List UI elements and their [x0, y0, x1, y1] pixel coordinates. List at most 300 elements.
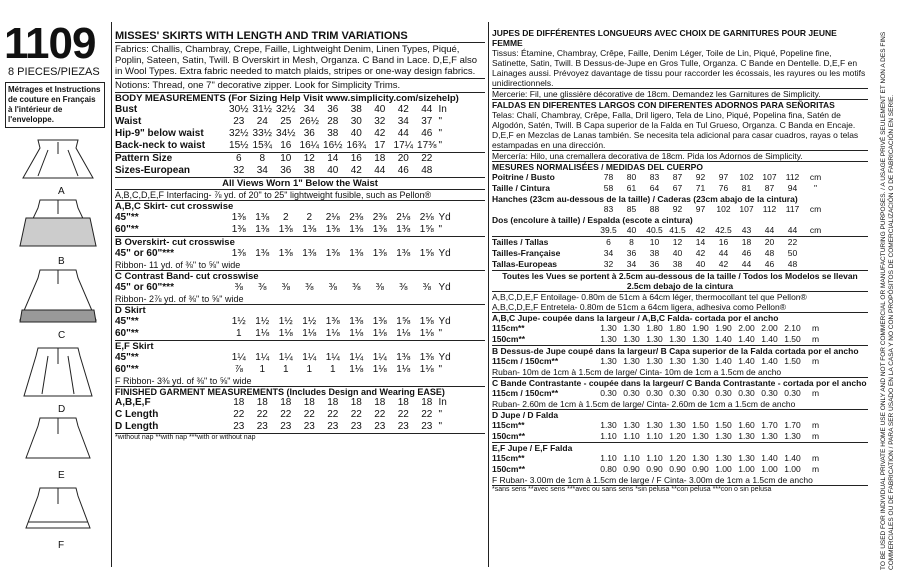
body-row-cell: 42 — [397, 104, 409, 115]
yardage-row-cell: 1⅜ — [255, 248, 270, 259]
metric-yardage-row-unit: m — [811, 388, 820, 398]
finished-row-cell: 18 — [374, 397, 386, 408]
metric-row-cell: 80 — [626, 172, 637, 182]
metric-yardage-row — [492, 464, 868, 475]
yardage-row-cell: 1⅜ — [302, 248, 317, 259]
yardage-row-cell: 1½ — [255, 316, 270, 327]
yardage-row-cell: 1⅛ — [419, 328, 434, 339]
metric-yardage-row-cell: 0.30 — [784, 388, 801, 398]
yardage-row-cell: 1⅜ — [255, 224, 270, 235]
view-label-d: D — [58, 404, 66, 415]
yardage-row-cell: 2⅛ — [396, 212, 411, 223]
metric-row-cell: 87 — [764, 183, 775, 193]
metric-row-unit: " — [813, 183, 818, 193]
size-conversion-row-cell: 32 — [603, 259, 614, 269]
finished-row-cell: 18 — [303, 397, 315, 408]
metric-row-cell: 83 — [649, 172, 660, 182]
yardage-block — [115, 304, 485, 340]
metric-yardage-row-cell: 1.30 — [692, 356, 709, 366]
body-row-cell: 16¾ — [346, 140, 366, 151]
metric-yardage-row-label: 150cm** — [492, 464, 526, 474]
metric-yardage-row-cell: 1.00 — [784, 464, 801, 474]
body-row-cell: 30½ — [229, 104, 249, 115]
metric-yardage-row-cell: 1.20 — [669, 431, 686, 441]
yardage-row-cell: 2⅛ — [419, 212, 434, 223]
finished-measurements-title: FINISHED GARMENT MEASUREMENTS (Includes Design and Wearing EASE) — [115, 386, 485, 397]
yardage-row-unit: " — [438, 328, 443, 339]
body-row-cell: 31½ — [252, 104, 272, 115]
finished-row-cell: 22 — [327, 409, 339, 420]
size-conversion-row — [492, 259, 868, 270]
metric-yardage-row-label: 115cm** — [492, 453, 525, 463]
size-conversion-row-cell: 18 — [741, 237, 752, 247]
yardage-row — [115, 248, 485, 260]
yardage-row-cell: ⅜ — [328, 282, 337, 293]
yardage-row-cell: 1¼ — [372, 352, 387, 363]
finished-measurements-table — [115, 397, 485, 433]
finished-row-cell: 22 — [421, 409, 433, 420]
metric-yardage-row-cell: 1.40 — [715, 356, 732, 366]
size-conversion-row-cell: 46 — [764, 259, 775, 269]
metric-yardage-row-cell: 1.40 — [761, 356, 778, 366]
yardage-row-cell: 1⅛ — [419, 364, 434, 375]
finished-row-cell: 18 — [421, 397, 433, 408]
body-row-cell: 15¾ — [252, 140, 272, 151]
finished-row-cell: 18 — [397, 397, 409, 408]
metric-yardage-row-cell: 1.30 — [669, 334, 686, 344]
size-row-cell: 8 — [259, 153, 266, 164]
yardage-row-cell: ⅜ — [422, 282, 431, 293]
metric-row-cell: 107 — [762, 172, 777, 182]
metric-yardage-row-cell: 1.40 — [761, 453, 778, 463]
size-row-cell: 12 — [303, 153, 315, 164]
finished-row-cell: 23 — [374, 421, 386, 432]
yardage-row-cell: 2⅜ — [372, 212, 387, 223]
metric-yardage-row-cell: 0.30 — [623, 388, 640, 398]
metric-yardage-extra: Ruban- 10m de 1cm à 1.5cm de large/ Cinta- 10m de 1cm a 1.5cm de ancho — [492, 367, 782, 377]
back-row-label — [492, 225, 597, 236]
yardage-row-cell: 1⅜ — [396, 248, 411, 259]
finished-row-cell: 23 — [327, 421, 339, 432]
yardage-row-label: 45" or 60"*** — [115, 282, 174, 293]
fabrics-text: Fabrics: Challis, Chambray, Crepe, Faille, Lightweight Denim, Linen Types, Piqué, Poplin, Sateen, Satin, Twill. B Overskirt in Mesh, Organza. C Band in Lace. D,E,F also in Wool Types. Extra fabric needed to match plaids, stripes or one-way design fabrics. — [115, 42, 485, 78]
finished-row-unit: " — [438, 421, 443, 432]
hip-row-cell: 85 — [626, 204, 637, 214]
yardage-row — [115, 282, 485, 294]
left-divider — [111, 22, 112, 567]
yardage-row-unit: " — [438, 364, 443, 375]
yardage-row-cell: 1 — [329, 364, 336, 375]
body-row — [115, 116, 485, 128]
metric-yardage-title: D Jupe / D Falda — [492, 410, 559, 420]
size-conversion-row-cell: 20 — [764, 237, 775, 247]
metric-yardage-row — [492, 323, 868, 334]
body-row-cell: 26½ — [299, 116, 319, 127]
yardage-row-cell: ⅜ — [352, 282, 361, 293]
view-label-b: B — [58, 256, 65, 267]
yardage-row-label: 45" or 60"*** — [115, 248, 174, 259]
body-row-unit: In — [438, 104, 447, 115]
yardage-row-label: 45"** — [115, 316, 139, 327]
yardage-row — [115, 212, 485, 224]
size-row-cell: 32 — [233, 165, 245, 176]
metric-yardage-row-cell: 1.10 — [623, 431, 640, 441]
metric-yardage-row-cell: 1.90 — [715, 323, 732, 333]
hip-label: Hanches (23cm au-dessous de la taille) / Caderas (23cm abajo de la cintura) — [492, 194, 798, 204]
yardage-row-cell: 1⅜ — [325, 316, 340, 327]
finished-row-label: D Length — [115, 421, 159, 432]
size-row-cell: 42 — [350, 165, 362, 176]
size-conversion-row-cell: 36 — [649, 259, 660, 269]
body-row-cell: 37 — [421, 116, 433, 127]
metric-yardage-row-cell: 0.90 — [623, 464, 640, 474]
size-row-label: Sizes-European — [115, 165, 191, 176]
body-row-cell: 30 — [350, 116, 362, 127]
metric-measurements-title: MESURES NORMALISÉES / MEDIDAS DEL CUERPO — [492, 161, 868, 172]
body-row-cell: 33½ — [252, 128, 272, 139]
finished-row — [115, 409, 485, 421]
back-values-row — [492, 225, 868, 236]
metric-yardage-row-cell: 1.70 — [761, 420, 778, 430]
yardage-row-cell: 1⅛ — [302, 328, 317, 339]
yardage-row-cell: 1 — [235, 328, 242, 339]
metric-row-cell: 58 — [603, 183, 614, 193]
finished-row-cell: 22 — [350, 409, 362, 420]
yardage-row-unit: Yd — [438, 316, 451, 327]
size-row — [115, 153, 485, 165]
size-row-cell: 40 — [327, 165, 339, 176]
hip-row-unit: cm — [809, 204, 822, 214]
finished-row-cell: 23 — [256, 421, 268, 432]
yardage-row-cell: 1½ — [278, 316, 293, 327]
body-row-cell: 25 — [280, 116, 292, 127]
body-row-cell: 24 — [256, 116, 268, 127]
size-conversion-row — [492, 237, 868, 248]
metric-yardage-row-cell: 1.90 — [692, 323, 709, 333]
yardage-block-title: C Contrast Band- cut crosswise — [115, 271, 259, 282]
finished-row-unit: " — [438, 409, 443, 420]
hip-row-label — [492, 204, 597, 215]
size-conversion-row-cell: 16 — [718, 237, 729, 247]
size-row-cell: 38 — [303, 165, 315, 176]
skirt-view-a-drawing — [23, 140, 93, 178]
hip-row-cell: 88 — [649, 204, 660, 214]
yardage-row-cell: 1⅜ — [231, 212, 246, 223]
body-row-cell: 44 — [421, 104, 433, 115]
metric-yardage-row-cell: 1.30 — [646, 420, 663, 430]
english-title: MISSES' SKIRTS WITH LENGTH AND TRIM VARIATIONS — [115, 30, 408, 42]
metric-row-cell: 112 — [785, 172, 800, 182]
size-row-unit — [439, 153, 453, 165]
body-row-cell: 28 — [327, 116, 339, 127]
size-conversion-row-label: Tailles / Tallas — [492, 237, 549, 247]
body-row-cell: 16½ — [323, 140, 343, 151]
body-row-cell: 42 — [374, 128, 386, 139]
metric-yardage-row-cell: 0.30 — [738, 388, 755, 398]
finished-row-cell: 23 — [421, 421, 433, 432]
metric-yardage-row-cell: 1.30 — [738, 453, 755, 463]
metric-yardage-row-cell: 1.60 — [738, 420, 755, 430]
metric-yardage-row-cell: 1.50 — [784, 334, 801, 344]
metric-yardage-row-cell: 1.40 — [784, 453, 801, 463]
yardage-row-cell: 2⅜ — [349, 212, 364, 223]
back-row-cell: 40 — [626, 225, 637, 235]
metric-yardage-row-unit: m — [811, 453, 820, 463]
metric-yardage-row-cell: 1.30 — [715, 431, 732, 441]
metric-yardage-row-cell: 1.30 — [692, 431, 709, 441]
french-notions: Mercerie: Fil, une glissière décorative de 18cm. Demandez les Garnitures de Simplicity. — [492, 88, 868, 99]
finished-row-cell: 22 — [374, 409, 386, 420]
size-conversion-row-label: Tallas-Europeas — [492, 259, 558, 269]
size-row-cell: 34 — [256, 165, 268, 176]
metric-yardage-row-cell: 1.30 — [623, 334, 640, 344]
metric-yardage-row-cell: 1.00 — [715, 464, 732, 474]
metric-yardage-row-cell: 1.30 — [715, 453, 732, 463]
yardage-row-cell: 1¼ — [325, 352, 340, 363]
hip-row-cell: 92 — [672, 204, 683, 214]
metric-yardage-row-cell: 0.90 — [669, 464, 686, 474]
metric-measurements-table — [492, 172, 868, 194]
yardage-row-label: 60"** — [115, 224, 139, 235]
metric-yardage-row-cell: 1.10 — [600, 453, 617, 463]
size-conversion-row-cell: 6 — [606, 237, 611, 247]
back-row-cell: 44 — [764, 225, 775, 235]
spanish-notions: Mercería: Hilo, una cremallera decorativa de 18cm. Pida los Adornos de Simplicity. — [492, 150, 868, 161]
views-worn-note: All Views Worn 1" Below the Waist — [115, 177, 485, 189]
metric-yardage-row-cell: 0.30 — [600, 388, 617, 398]
size-row-cell: 14 — [327, 153, 339, 164]
french-fabrics: Tissus: Étamine, Chambray, Crêpe, Faille, Denim Léger, Toile de Lin, Piqué, Popeline fine, Satinette, Satin, Twill. B Dessus-de-Jupe en Gros Tulle, Organza. C Bande en Dentelle. D,E,F en Lainages aussi. Prévoyez davantage de tissu pour raccorder les écossais, les rayures ou les motifs unidirectionnels. — [492, 48, 866, 88]
metric-row-cell: 87 — [672, 172, 683, 182]
finished-row-cell: 22 — [397, 409, 409, 420]
body-row — [115, 140, 485, 152]
yardage-row-cell: 1 — [259, 364, 266, 375]
metric-yardage-title: C Bande Contrastante - coupée dans la largeur/ C Banda Contrastante - cortada por el ancho — [492, 378, 867, 388]
metric-yardage-row-cell: 1.50 — [715, 420, 732, 430]
yardage-row-cell: 1⅜ — [302, 224, 317, 235]
hip-row-cell: 83 — [603, 204, 614, 214]
metric-yardage-block — [492, 345, 868, 377]
metric-yardage-extra: Ruban- 2.60m de 1cm à 1.5cm de large/ Cinta- 2.60m de 1cm a 1.5cm de ancho — [492, 399, 796, 409]
hip-row — [492, 204, 868, 215]
metric-yardage-row-label: 115cm** — [492, 420, 525, 430]
size-conversion-row-cell: 38 — [649, 248, 660, 258]
size-table — [115, 152, 485, 177]
metric-yardage-row-cell: 1.80 — [646, 323, 663, 333]
body-row-label: Waist — [115, 116, 142, 127]
metric-yardage-row-unit: m — [811, 420, 820, 430]
finished-row-cell: 22 — [303, 409, 315, 420]
yardage-row-unit: Yd — [438, 282, 451, 293]
size-conversion-row — [492, 248, 868, 259]
size-conversion-row-cell: 14 — [695, 237, 706, 247]
metric-row-cell: 64 — [649, 183, 660, 193]
yardage-block — [115, 200, 485, 236]
yardage-row-cell: 1⅛ — [325, 328, 340, 339]
yardage-row-cell: ⅜ — [305, 282, 314, 293]
size-conversion-row-cell: 8 — [629, 237, 634, 247]
yardage-row-cell: 1¼ — [231, 352, 246, 363]
yardage-row-cell: 1⅜ — [419, 352, 434, 363]
yardage-row-cell: 1⅜ — [325, 248, 340, 259]
metric-yardage-row-cell: 1.30 — [600, 420, 617, 430]
finished-row — [115, 421, 485, 433]
skirt-view-f-drawing — [26, 488, 90, 528]
yardage-row-cell: 1⅜ — [372, 224, 387, 235]
back-row — [492, 225, 868, 236]
back-row-cell: 44 — [787, 225, 798, 235]
yardage-row-cell: 1⅜ — [372, 248, 387, 259]
body-row-cell: 17⅜ — [417, 140, 437, 151]
metric-row-cell: 61 — [626, 183, 637, 193]
french-instructions-note: Métrages et Instructions de couture en Français à l'intérieur de l'enveloppe. — [5, 82, 105, 128]
body-row-label: Back-neck to waist — [115, 140, 206, 151]
size-row-cell: 20 — [397, 153, 409, 164]
french-title: JUPES DE DIFFÉRENTES LONGUEURS AVEC CHOIX DE GARNITURES POUR JEUNE FEMME — [492, 28, 837, 48]
yardage-row-cell: 1⅜ — [349, 224, 364, 235]
body-measurements-table — [115, 104, 485, 152]
back-row-cell: 41.5 — [669, 225, 686, 235]
views-worn-note-fr-es: Toutes les Vues se portent à 2.5cm au-dessous de la taille / Todos los Modelos se llevan 2.5cm debajo de la cintura — [492, 270, 868, 291]
body-row-cell: 38 — [327, 128, 339, 139]
yardage-row-cell: 1⅜ — [278, 224, 293, 235]
metric-yardage-row-cell: 1.70 — [784, 420, 801, 430]
yardage-row-unit: Yd — [438, 352, 451, 363]
yardage-row-cell: 1½ — [302, 316, 317, 327]
yardage-row-unit: " — [438, 224, 443, 235]
body-row-cell: 40 — [374, 104, 386, 115]
metric-yardage-row-cell: 1.00 — [761, 464, 778, 474]
metric-row-cell: 94 — [787, 183, 798, 193]
back-row-unit: cm — [809, 225, 822, 235]
skirt-view-c-drawing — [20, 270, 96, 322]
metric-yardage-row — [492, 420, 868, 431]
metric-yardage-row-cell: 1.10 — [646, 431, 663, 441]
yardage-row-label: 60"** — [115, 328, 139, 339]
body-row-unit: " — [438, 116, 443, 127]
metric-row-cell: 71 — [695, 183, 706, 193]
body-row-cell: 32½ — [276, 104, 296, 115]
hip-row-cell: 107 — [739, 204, 754, 214]
metric-yardage-block — [492, 442, 868, 485]
yardage-row-cell: 1⅝ — [419, 224, 434, 235]
yardage-row-cell: 1⅜ — [372, 316, 387, 327]
metric-yardage-row-cell: 1.40 — [738, 356, 755, 366]
finished-row-cell: 23 — [350, 421, 362, 432]
metric-yardage-row-cell: 0.90 — [692, 464, 709, 474]
size-conversion-row-cell: 34 — [603, 248, 614, 258]
yardage-block-title: D Skirt — [115, 305, 146, 316]
skirt-view-d-drawing — [24, 348, 92, 396]
body-measurements-title: BODY MEASUREMENTS (For Sizing Help Visit www.simplicity.com/sizehelp) — [115, 92, 485, 104]
metric-yardage-blocks — [492, 312, 868, 485]
body-row-cell: 36 — [327, 104, 339, 115]
metric-yardage-row-cell: 0.30 — [761, 388, 778, 398]
metric-yardage-row-cell: 0.30 — [646, 388, 663, 398]
hip-row-cell: 112 — [762, 204, 777, 214]
metric-yardage-row-cell: 1.30 — [600, 356, 617, 366]
right-footnote: *sans sens **avec sens ***avec ou sans sens *sin pelusa **con pelusa ***con o sin pelusa — [492, 485, 868, 493]
yardage-block-title: E,F Skirt — [115, 341, 154, 352]
finished-row-cell: 18 — [350, 397, 362, 408]
view-label-f: F — [58, 540, 65, 551]
yardage-row-cell: ⅞ — [234, 364, 243, 375]
interfacing-fr: A,B,C,D,E,F Entoilage- 0.80m de 51cm à 64cm léger, thermocollant tel que Pellon® — [492, 291, 868, 302]
metric-yardage-row-cell: 1.20 — [669, 453, 686, 463]
body-row-cell: 34½ — [276, 128, 296, 139]
metric-row-cell: 81 — [741, 183, 752, 193]
yardage-block-title: B Overskirt- cut crosswise — [115, 237, 235, 248]
metric-yardage-block — [492, 312, 868, 345]
metric-yardage-row-cell: 1.30 — [623, 420, 640, 430]
yardage-block — [115, 340, 485, 386]
yardage-row — [115, 316, 485, 328]
finished-row-unit: In — [438, 397, 447, 408]
size-conversion-row-cell: 40 — [672, 248, 683, 258]
metric-row-cell: 78 — [603, 172, 614, 182]
metric-yardage-title: B Dessus-de Jupe coupé dans la largeur/ B Capa superior de la Falda cortada por el ancho — [492, 346, 859, 356]
size-row-cell: 48 — [421, 165, 433, 176]
pattern-number: 1109 — [4, 19, 96, 68]
yardage-row-cell: 1⅜ — [278, 248, 293, 259]
interfacing-es: A,B,C,D,E,F Entretela- 0.80m de 51cm a 64cm ligera, adhesiva como Pellon® — [492, 302, 786, 312]
body-row-cell: 34 — [397, 116, 409, 127]
body-row-cell: 34 — [303, 104, 315, 115]
size-row-cell: 46 — [397, 165, 409, 176]
size-row-cell: 16 — [350, 153, 362, 164]
yardage-row-cell: 2⅛ — [325, 212, 340, 223]
metric-yardage-row-label: 115cm / 150cm** — [492, 388, 559, 398]
metric-row-cell: 97 — [718, 172, 729, 182]
hip-row-cell: 117 — [785, 204, 800, 214]
yardage-row-cell: 2 — [282, 212, 289, 223]
metric-yardage-row — [492, 334, 868, 345]
center-footnote: *without nap **with nap ***with or without nap — [115, 433, 485, 441]
yardage-row — [115, 352, 485, 364]
metric-yardage-row-cell: 0.30 — [715, 388, 732, 398]
yardage-row-cell: 1⅜ — [349, 316, 364, 327]
metric-yardage-row-cell: 1.40 — [715, 334, 732, 344]
size-conversion-row-cell: 40 — [695, 259, 706, 269]
metric-yardage-row-unit: m — [811, 464, 820, 474]
finished-row-cell: 22 — [233, 409, 245, 420]
yardage-row-label: 45"** — [115, 212, 139, 223]
metric-yardage-row-cell: 1.30 — [761, 431, 778, 441]
yardage-row-cell: 1½ — [231, 316, 246, 327]
metric-row — [492, 183, 868, 194]
finished-row-cell: 23 — [280, 421, 292, 432]
size-conversion-row-cell: 10 — [649, 237, 660, 247]
size-conversion-row-cell: 50 — [787, 248, 798, 258]
metric-yardage-row-label: 115cm** — [492, 323, 525, 333]
metric-yardage-row-cell: 2.10 — [784, 323, 801, 333]
metric-yardage-row-cell: 2.00 — [761, 323, 778, 333]
size-row-cell: 36 — [280, 165, 292, 176]
spanish-fabrics: Telas: Chalí, Chambray, Crêpe, Falla, Dril ligero, Tela de Lino, Piqué, Popelina fina, Satén de Algodón, Satén, Twill. B Capa superior de la Falda en Tul Grueso, Organza. C Banda en Encaje. D,E,F en Mezclas de Lanas también. Se necesita tela adicional para casar cuadros, rayas o telas estampadas en una dirección. — [492, 110, 859, 150]
body-row-cell: 40 — [350, 128, 362, 139]
yardage-row-cell: 1⅜ — [325, 224, 340, 235]
yardage-row-cell: ⅜ — [375, 282, 384, 293]
body-row-unit: " — [438, 128, 443, 139]
view-label-a: A — [58, 186, 65, 197]
metric-yardage-row-unit: m — [811, 334, 820, 344]
size-conversion-row-cell: 42 — [718, 259, 729, 269]
size-conversion-row-cell: 36 — [626, 248, 637, 258]
metric-yardage-row-cell: 1.30 — [669, 356, 686, 366]
metric-yardage-row-cell: 1.00 — [738, 464, 755, 474]
metric-yardage-row-cell: 1.10 — [646, 453, 663, 463]
metric-yardage-row-label: 150cm** — [492, 431, 526, 441]
